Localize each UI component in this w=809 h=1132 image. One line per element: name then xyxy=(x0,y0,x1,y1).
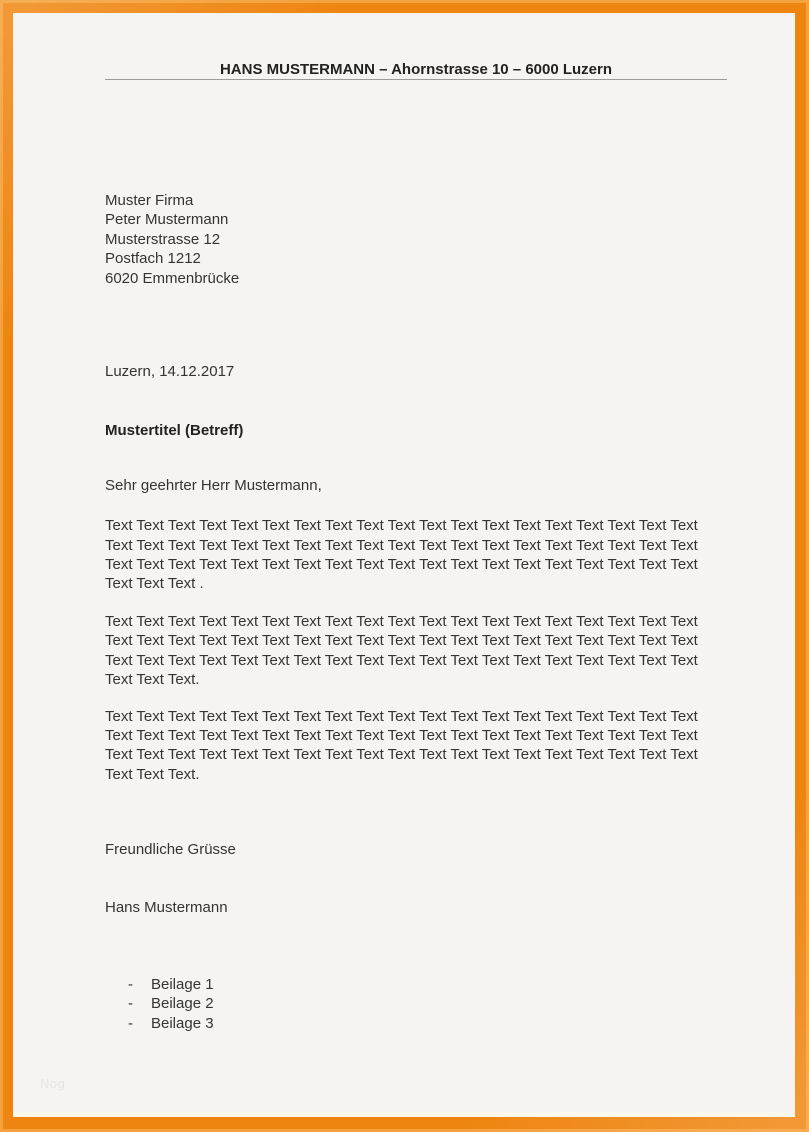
body-line: Text Text Text . xyxy=(105,575,204,593)
body-line: Text Text Text. xyxy=(105,671,200,689)
body-paragraph xyxy=(105,707,727,785)
enclosures-list xyxy=(105,975,727,1033)
body-line: Text Text Text. xyxy=(105,765,200,783)
list-item xyxy=(128,1014,727,1033)
body-line: Text Text Text Text Text Text Text Text Text Text Text Text Text Text Text Text Text Text Text xyxy=(105,612,698,630)
body-line: Text Text Text Text Text Text Text Text Text Text Text Text Text Text Text Text Text Text Text xyxy=(105,726,698,744)
closing-phrase: Freundliche Grüsse xyxy=(105,841,236,859)
body-line: Text Text Text Text Text Text Text Text Text Text Text Text Text Text Text Text Text Text Text xyxy=(105,746,698,764)
enclosure-label: Beilage 2 xyxy=(151,995,214,1013)
dash-bullet: - xyxy=(128,1014,133,1032)
letter-content xyxy=(13,13,795,1033)
date-line: Luzern, 14.12.2017 xyxy=(105,363,235,381)
recipient-line: Muster Firma xyxy=(105,192,194,209)
letterhead: HANS MUSTERMANN – Ahornstrasse 10 – 6000 Luzern xyxy=(105,61,727,80)
body-paragraph xyxy=(105,612,727,690)
body-line: Text Text Text Text Text Text Text Text Text Text Text Text Text Text Text Text Text Text Text xyxy=(105,707,698,725)
dash-bullet: - xyxy=(128,975,133,993)
letter-page xyxy=(13,13,795,1117)
list-item xyxy=(128,975,727,994)
salutation: Sehr geehrter Herr Mustermann, xyxy=(105,476,322,494)
page-bottom-strip xyxy=(13,1112,795,1117)
recipient-line: Peter Mustermann xyxy=(105,211,229,229)
dash-bullet: - xyxy=(128,995,133,1013)
body-line: Text Text Text Text Text Text Text Text Text Text Text Text Text Text Text Text Text Text Text xyxy=(105,517,698,535)
enclosure-label: Beilage 3 xyxy=(151,1014,214,1032)
body-line: Text Text Text Text Text Text Text Text Text Text Text Text Text Text Text Text Text Text Text xyxy=(105,651,698,669)
body-line: Text Text Text Text Text Text Text Text Text Text Text Text Text Text Text Text Text Text Text xyxy=(105,556,698,574)
watermark: Nog xyxy=(40,1076,66,1091)
recipient-address-block xyxy=(105,191,727,288)
body-line: Text Text Text Text Text Text Text Text Text Text Text Text Text Text Text Text Text Text Text xyxy=(105,632,698,650)
signature-name: Hans Mustermann xyxy=(105,898,228,916)
body-line: Text Text Text Text Text Text Text Text Text Text Text Text Text Text Text Text Text Text Text xyxy=(105,536,698,554)
recipient-line: Postfach 1212 xyxy=(105,250,201,268)
recipient-line: Musterstrasse 12 xyxy=(105,230,221,248)
list-item xyxy=(128,994,727,1013)
body-paragraph xyxy=(105,516,727,594)
enclosure-label: Beilage 1 xyxy=(151,975,214,993)
subject-line: Mustertitel (Betreff) xyxy=(105,422,244,440)
recipient-line: 6020 Emmenbrücke xyxy=(105,269,240,287)
